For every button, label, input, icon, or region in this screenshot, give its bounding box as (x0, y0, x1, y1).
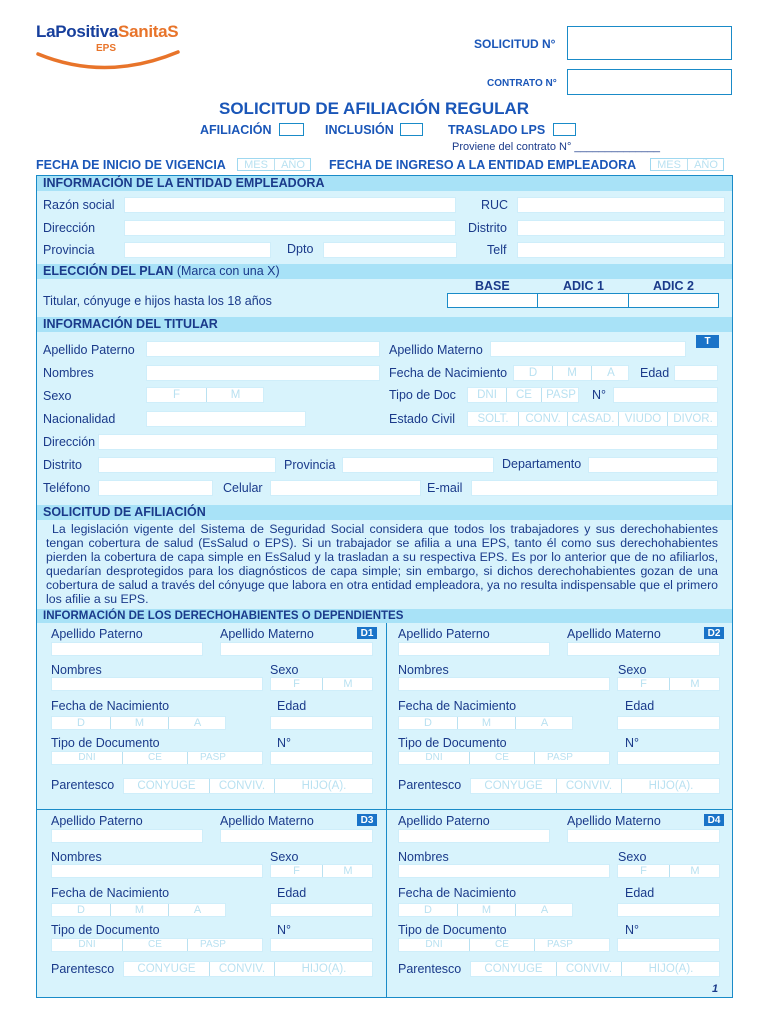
parentesco-conyuge-option[interactable]: CONYUGE (137, 963, 196, 975)
razon-social-input[interactable] (124, 197, 456, 213)
civil-solt-option[interactable]: SOLT. (477, 413, 509, 425)
titular-edad-label: Edad (640, 366, 670, 380)
ruc-input[interactable] (517, 197, 725, 213)
civil-casad-option[interactable]: CASAD. (571, 413, 615, 425)
titular-ap-materno-input[interactable] (490, 341, 686, 357)
ruc-label: RUC (481, 198, 509, 212)
dia-placeholder: D (528, 367, 538, 379)
ap-materno-input[interactable] (567, 829, 720, 843)
plan-titular-text: Titular, cónyuge e hijos hasta los 18 años (43, 294, 272, 308)
titular-provincia-label: Provincia (284, 458, 336, 472)
fecha-ingreso-label: FECHA DE INGRESO A LA ENTIDAD EMPLEADORA (329, 158, 637, 172)
fecha-nac-label: Fecha de Nacimiento (51, 886, 170, 900)
doc-ce-option[interactable]: CE (495, 752, 509, 763)
inclusion-label: INCLUSIÓN (325, 123, 394, 137)
sexo-m-option[interactable]: M (230, 389, 241, 401)
solicitud-number-field[interactable] (567, 26, 732, 60)
civil-divor-option[interactable]: DIVOR. (673, 413, 713, 425)
logo (36, 22, 186, 72)
titular-tipo-doc-label: Tipo de Doc (389, 388, 456, 402)
dia-placeholder: D (77, 717, 85, 729)
mes-placeholder: M (567, 367, 577, 379)
plan-adic2-header: ADIC 2 (653, 279, 694, 293)
plan-title-text: ELECCIÓN DEL PLAN (43, 264, 174, 278)
titular-provincia-input[interactable] (342, 457, 494, 473)
plan-base-checkbox[interactable] (447, 293, 538, 308)
parentesco-conyuge-option[interactable]: CONYUGE (484, 963, 543, 975)
sexo-input[interactable] (617, 864, 720, 878)
section-plan-title (37, 264, 732, 279)
doc-ce-option[interactable]: CE (516, 389, 532, 401)
titular-estado-civil-label: Estado Civil (389, 412, 455, 426)
parentesco-hijo-option[interactable]: HIJO(A). (648, 963, 694, 975)
sexo-f-option[interactable]: F (293, 865, 300, 877)
titular-num-doc-input[interactable] (613, 387, 718, 403)
parentesco-label: Parentesco (398, 962, 462, 976)
titular-nombres-label: Nombres (43, 366, 94, 380)
plan-adic2-checkbox[interactable] (628, 293, 719, 308)
num-doc-input[interactable] (270, 751, 373, 765)
mes-placeholder: M (481, 717, 492, 729)
doc-ce-option[interactable]: CE (148, 752, 162, 763)
ap-materno-input[interactable] (220, 829, 373, 843)
inclusion-checkbox[interactable] (400, 123, 423, 136)
parentesco-input[interactable] (123, 778, 373, 794)
nombres-input[interactable] (398, 864, 610, 878)
anio-placeholder: A (607, 367, 615, 379)
tipo-doc-input[interactable] (51, 751, 263, 765)
form-title: SOLICITUD DE AFILIACIÓN REGULAR (219, 99, 530, 118)
titular-telefono-label: Teléfono (43, 481, 91, 495)
dia-placeholder: D (77, 904, 85, 916)
ap-paterno-input[interactable] (51, 642, 203, 656)
telf-label: Telf (487, 243, 507, 257)
titular-nacionalidad-label: Nacionalidad (43, 412, 116, 426)
sexo-f-option[interactable]: F (172, 389, 181, 401)
provincia-empresa-label: Provincia (43, 243, 95, 257)
sexo-m-option[interactable]: M (343, 865, 353, 877)
logo-swoosh-icon (36, 48, 186, 72)
titular-celular-label: Celular (223, 481, 263, 495)
titular-departamento-label: Departamento (502, 457, 582, 471)
plan-adic1-header: ADIC 1 (563, 279, 604, 293)
ap-paterno-label: Apellido Paterno (51, 814, 143, 828)
mes-placeholder: M (134, 717, 145, 729)
ap-materno-label: Apellido Materno (220, 814, 314, 828)
provincia-empresa-input[interactable] (124, 242, 271, 258)
plan-base-header: BASE (475, 279, 510, 293)
ap-paterno-label: Apellido Paterno (398, 627, 490, 641)
titular-num-doc-label: N° (592, 388, 607, 402)
anio-placeholder: AÑO (694, 159, 718, 171)
civil-viudo-option[interactable]: VIUDO (624, 413, 662, 425)
edad-label: Edad (625, 699, 655, 713)
traslado-label: TRASLADO LPS (448, 123, 546, 137)
section-solicitud-title: SOLICITUD DE AFILIACIÓN (37, 505, 732, 520)
distrito-empresa-input[interactable] (517, 220, 725, 236)
edad-input[interactable] (270, 903, 373, 917)
titular-ap-paterno-input[interactable] (146, 341, 380, 357)
titular-direccion-input[interactable] (98, 434, 718, 450)
parentesco-conviv-option[interactable]: CONVIV. (565, 780, 613, 792)
afiliacion-label: AFILIACIÓN (200, 123, 272, 137)
distrito-empresa-label: Distrito (468, 221, 507, 235)
tipo-doc-label: Tipo de Documento (51, 736, 160, 750)
page-number: 1 (712, 983, 719, 995)
anio-placeholder: A (193, 717, 202, 729)
parentesco-label: Parentesco (51, 962, 115, 976)
titular-ap-paterno-label: Apellido Paterno (43, 343, 135, 357)
section-empleadora-title: INFORMACIÓN DE LA ENTIDAD EMPLEADORA (37, 176, 732, 191)
fecha-ingreso-field[interactable] (650, 158, 724, 171)
doc-dni-option[interactable]: DNI (425, 939, 443, 950)
parentesco-conyuge-option[interactable]: CONYUGE (484, 780, 543, 792)
ap-paterno-input[interactable] (398, 642, 550, 656)
tipo-doc-label: Tipo de Documento (51, 923, 160, 937)
titular-fecha-nac-input[interactable] (513, 365, 629, 381)
parentesco-hijo-option[interactable]: HIJO(A). (648, 780, 694, 792)
mes-placeholder: MES (657, 159, 681, 171)
fecha-inicio-field[interactable] (237, 158, 311, 171)
nombres-label: Nombres (398, 663, 449, 677)
telf-input[interactable] (517, 242, 725, 258)
titular-edad-input[interactable] (674, 365, 718, 381)
titular-nombres-input[interactable] (146, 365, 380, 381)
edad-label: Edad (277, 699, 307, 713)
parentesco-conviv-option[interactable]: CONVIV. (218, 780, 266, 792)
anio-placeholder: A (540, 904, 549, 916)
num-doc-label: N° (625, 736, 640, 750)
ap-paterno-label: Apellido Paterno (398, 814, 490, 828)
ap-paterno-input[interactable] (51, 829, 203, 843)
ap-materno-input[interactable] (567, 642, 720, 656)
sexo-m-option[interactable]: M (343, 678, 353, 690)
num-doc-input[interactable] (617, 751, 720, 765)
num-doc-input[interactable] (270, 938, 373, 952)
direccion-empresa-label: Dirección (43, 221, 96, 235)
section-dependientes-title: INFORMACIÓN DE LOS DERECHOHABIENTES O DEPENDIENTES (37, 609, 732, 623)
direccion-empresa-input[interactable] (124, 220, 456, 236)
fecha-nac-input[interactable] (51, 716, 226, 730)
sexo-input[interactable] (617, 677, 720, 691)
num-doc-label: N° (277, 923, 292, 937)
sexo-m-option[interactable]: M (690, 865, 700, 877)
mes-placeholder: M (134, 904, 145, 916)
titular-departamento-input[interactable] (588, 457, 718, 473)
traslado-checkbox[interactable] (553, 123, 576, 136)
fecha-nac-label: Fecha de Nacimiento (398, 886, 517, 900)
edad-label: Edad (277, 886, 307, 900)
dependiente-tag: D3 (357, 814, 377, 826)
titular-fecha-nac-label: Fecha de Nacimiento (389, 366, 508, 380)
doc-ce-option[interactable]: CE (495, 939, 509, 950)
fecha-nac-label: Fecha de Nacimiento (398, 699, 517, 713)
parentesco-label: Parentesco (398, 778, 462, 792)
doc-dni-option[interactable]: DNI (477, 389, 497, 401)
titular-estado-civil-input[interactable] (467, 411, 718, 427)
nombres-label: Nombres (51, 850, 102, 864)
num-doc-label: N° (277, 736, 292, 750)
contrato-number-field[interactable] (567, 69, 732, 95)
titular-celular-input[interactable] (270, 480, 421, 496)
razon-social-label: Razón social (43, 198, 115, 212)
dependiente-d3 (37, 810, 386, 996)
dependiente-tag: D4 (704, 814, 724, 826)
sexo-label: Sexo (270, 850, 299, 864)
nombres-label: Nombres (51, 663, 102, 677)
titular-tag: T (696, 335, 719, 348)
fecha-nac-input[interactable] (398, 903, 573, 917)
sexo-label: Sexo (618, 850, 647, 864)
ap-materno-label: Apellido Materno (567, 814, 661, 828)
parentesco-label: Parentesco (51, 778, 115, 792)
sexo-input[interactable] (270, 677, 373, 691)
titular-distrito-label: Distrito (43, 458, 82, 472)
civil-conv-option[interactable]: CONV. (525, 413, 561, 425)
titular-telefono-input[interactable] (98, 480, 213, 496)
doc-pasp-option[interactable]: PASP (547, 752, 573, 763)
dpto-input[interactable] (323, 242, 457, 258)
titular-ap-materno-label: Apellido Materno (389, 343, 483, 357)
titular-direccion-label: Dirección (43, 435, 96, 449)
sexo-label: Sexo (618, 663, 647, 677)
sexo-m-option[interactable]: M (690, 678, 700, 690)
sexo-input[interactable] (270, 864, 373, 878)
nombres-input[interactable] (398, 677, 610, 691)
parentesco-input[interactable] (470, 778, 720, 794)
edad-label: Edad (625, 886, 655, 900)
anio-placeholder: AÑO (281, 159, 305, 171)
parentesco-hijo-option[interactable]: HIJO(A). (301, 963, 347, 975)
fecha-nac-input[interactable] (398, 716, 573, 730)
nombres-input[interactable] (51, 864, 263, 878)
doc-pasp-option[interactable]: PASP (546, 389, 576, 401)
dependiente-d2 (387, 623, 732, 809)
logo-part2: SanitaS (118, 22, 179, 41)
solicitud-number-label: SOLICITUD N° (474, 37, 556, 51)
titular-email-input[interactable] (471, 480, 718, 496)
nombres-input[interactable] (51, 677, 263, 691)
dia-placeholder: D (424, 904, 432, 916)
ap-materno-label: Apellido Materno (220, 627, 314, 641)
tipo-doc-input[interactable] (398, 751, 610, 765)
titular-sexo-label: Sexo (43, 389, 72, 403)
mes-placeholder: MES (244, 159, 268, 171)
tipo-doc-input[interactable] (51, 938, 263, 952)
dependiente-d1 (37, 623, 386, 809)
ap-paterno-input[interactable] (398, 829, 550, 843)
logo-eps: EPS (96, 43, 117, 54)
titular-email-label: E-mail (427, 481, 463, 495)
logo-wordmark (36, 22, 186, 42)
parentesco-hijo-option[interactable]: HIJO(A). (301, 780, 347, 792)
sexo-f-option[interactable]: F (293, 678, 300, 690)
logo-part1: LaPositiva (36, 22, 119, 41)
ap-paterno-label: Apellido Paterno (51, 627, 143, 641)
tipo-doc-label: Tipo de Documento (398, 736, 507, 750)
parentesco-conyuge-option[interactable]: CONYUGE (137, 780, 196, 792)
sexo-f-option[interactable]: F (640, 865, 647, 877)
doc-dni-option[interactable]: DNI (425, 752, 443, 763)
mes-placeholder: M (481, 904, 492, 916)
doc-pasp-option[interactable]: PASP (200, 752, 226, 763)
doc-pasp-option[interactable]: PASP (200, 939, 226, 950)
solicitud-legal-text: La legislación vigente del Sistema de Seguridad Social considera que todos los trabajadores y sus derechohabientes tengan cobertura de salud (EsSalud o EPS). Si un trabajador se afilia a una EPS, tanto él como sus derechohabientes pierden la cobertura de capa simple en EsSalud y la trasladan a su respectiva EPS. Es por lo anterior que de no afiliarlos, quedarían desprotegidos para los diagnósticos de capa simple; sin embargo, si dichos derechohabientes gozan de una cobertura de salud a través del cónyuge que labora en otra entidad empleadora, ya no resulta indispensable que el primero los afilie a su EPS. (46, 522, 718, 606)
titular-tipo-doc-input[interactable] (467, 387, 579, 403)
proviene-text: Proviene del contrato N° ______________ (452, 141, 661, 153)
section-titular-title: INFORMACIÓN DEL TITULAR (37, 317, 732, 332)
parentesco-input[interactable] (470, 961, 720, 977)
parentesco-conviv-option[interactable]: CONVIV. (218, 963, 266, 975)
tipo-doc-input[interactable] (398, 938, 610, 952)
dependiente-d4 (387, 810, 732, 996)
doc-dni-option[interactable]: DNI (78, 752, 96, 763)
plan-adic1-checkbox[interactable] (537, 293, 629, 308)
nombres-label: Nombres (398, 850, 449, 864)
fecha-nac-input[interactable] (51, 903, 226, 917)
doc-ce-option[interactable]: CE (148, 939, 162, 950)
edad-input[interactable] (617, 716, 720, 730)
sexo-f-option[interactable]: F (640, 678, 647, 690)
ap-materno-label: Apellido Materno (567, 627, 661, 641)
fecha-nac-label: Fecha de Nacimiento (51, 699, 170, 713)
dpto-label: Dpto (287, 242, 314, 256)
titular-nacionalidad-input[interactable] (146, 411, 306, 427)
dia-placeholder: D (424, 717, 432, 729)
num-doc-input[interactable] (617, 938, 720, 952)
titular-sexo-input[interactable] (146, 387, 264, 403)
edad-input[interactable] (617, 903, 720, 917)
ap-materno-input[interactable] (220, 642, 373, 656)
afiliacion-checkbox[interactable] (279, 123, 304, 136)
anio-placeholder: A (540, 717, 549, 729)
doc-dni-option[interactable]: DNI (78, 939, 96, 950)
tipo-doc-label: Tipo de Documento (398, 923, 507, 937)
fecha-inicio-label: FECHA DE INICIO DE VIGENCIA (36, 158, 226, 172)
plan-subtitle-text: (Marca con una X) (176, 264, 280, 278)
parentesco-conviv-option[interactable]: CONVIV. (565, 963, 613, 975)
num-doc-label: N° (625, 923, 640, 937)
contrato-number-label: CONTRATO N° (487, 78, 557, 89)
anio-placeholder: A (193, 904, 202, 916)
edad-input[interactable] (270, 716, 373, 730)
doc-pasp-option[interactable]: PASP (547, 939, 573, 950)
titular-distrito-input[interactable] (98, 457, 276, 473)
sexo-label: Sexo (270, 663, 299, 677)
dependiente-tag: D1 (357, 627, 377, 639)
dependiente-tag: D2 (704, 627, 724, 639)
parentesco-input[interactable] (123, 961, 373, 977)
